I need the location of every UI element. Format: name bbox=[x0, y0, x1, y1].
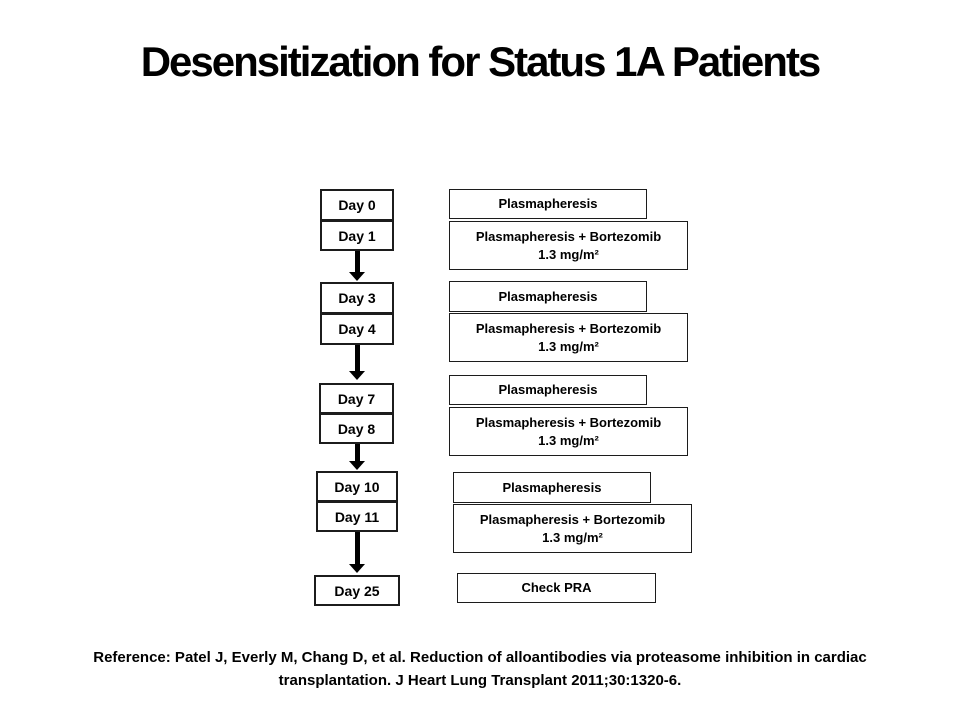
treatment-box-plasmapheresis-bortezomib-3 bbox=[449, 407, 688, 456]
day-box-day8 bbox=[319, 413, 394, 444]
arrow-head bbox=[349, 461, 365, 470]
treatment-label: Plasmapheresis + Bortezomib bbox=[475, 414, 662, 430]
treatment-box-plasmapheresis-3 bbox=[449, 375, 647, 405]
day-label: Day 10 bbox=[334, 478, 380, 495]
treatment-dose: 1.3 mg/m² bbox=[542, 529, 603, 545]
day-box-day10 bbox=[316, 471, 398, 502]
arrow-shaft bbox=[355, 343, 360, 371]
day-label: Day 11 bbox=[334, 508, 380, 525]
treatment-box-plasmapheresis-4 bbox=[453, 472, 651, 503]
day-label: Day 1 bbox=[338, 227, 376, 244]
day-label: Day 8 bbox=[337, 420, 376, 437]
day-box-day25 bbox=[314, 575, 400, 606]
day-box-day0 bbox=[320, 189, 394, 221]
day-box-day7 bbox=[319, 383, 394, 414]
reference-citation bbox=[0, 646, 960, 692]
treatment-label: Plasmapheresis + Bortezomib bbox=[479, 511, 666, 527]
down-arrow-icon bbox=[348, 250, 366, 281]
day-box-day3 bbox=[320, 282, 394, 314]
treatment-box-plasmapheresis-1 bbox=[449, 189, 647, 219]
reference-line-1: Reference: Patel J, Everly M, Chang D, et al. Reduction of alloantibodies via proteasome inhibition in cardiac bbox=[93, 649, 867, 666]
treatment-box-plasmapheresis-bortezomib-4 bbox=[453, 504, 692, 553]
day-label: Day 4 bbox=[338, 321, 376, 337]
treatment-label: Plasmapheresis bbox=[498, 288, 598, 304]
arrow-shaft bbox=[355, 531, 360, 564]
reference-line-2: transplantation. J Heart Lung Transplant 2011;30:1320-6. bbox=[278, 672, 682, 689]
treatment-label: Plasmapheresis bbox=[502, 479, 602, 495]
down-arrow-icon bbox=[348, 442, 366, 470]
day-box-day4 bbox=[320, 313, 394, 345]
slide-title: Desensitization for Status 1A Patients bbox=[140, 38, 820, 85]
treatment-label: Plasmapheresis + Bortezomib bbox=[475, 228, 662, 244]
arrow-shaft bbox=[355, 250, 360, 272]
treatment-box-plasmapheresis-bortezomib-1 bbox=[449, 221, 688, 270]
arrow-head bbox=[349, 371, 365, 380]
arrow-head bbox=[349, 564, 365, 573]
treatment-label: Plasmapheresis + Bortezomib bbox=[475, 320, 662, 336]
arrow-shaft bbox=[355, 442, 360, 461]
day-box-day1 bbox=[320, 220, 394, 251]
treatment-dose: 1.3 mg/m² bbox=[538, 246, 599, 262]
down-arrow-icon bbox=[348, 531, 366, 573]
treatment-box-check-pra bbox=[457, 573, 656, 603]
day-box-day11 bbox=[316, 501, 398, 532]
treatment-label: Plasmapheresis bbox=[498, 382, 598, 397]
day-label: Day 7 bbox=[337, 390, 376, 407]
day-label: Day 25 bbox=[334, 582, 380, 599]
arrow-head bbox=[349, 272, 365, 281]
day-label: Day 0 bbox=[338, 197, 376, 213]
down-arrow-icon bbox=[348, 343, 366, 380]
treatment-label: Check PRA bbox=[521, 580, 592, 595]
treatment-dose: 1.3 mg/m² bbox=[538, 338, 599, 354]
treatment-label: Plasmapheresis bbox=[498, 196, 598, 211]
treatment-box-plasmapheresis-2 bbox=[449, 281, 647, 312]
treatment-dose: 1.3 mg/m² bbox=[538, 432, 599, 448]
treatment-box-plasmapheresis-bortezomib-2 bbox=[449, 313, 688, 362]
day-label: Day 3 bbox=[338, 290, 376, 306]
